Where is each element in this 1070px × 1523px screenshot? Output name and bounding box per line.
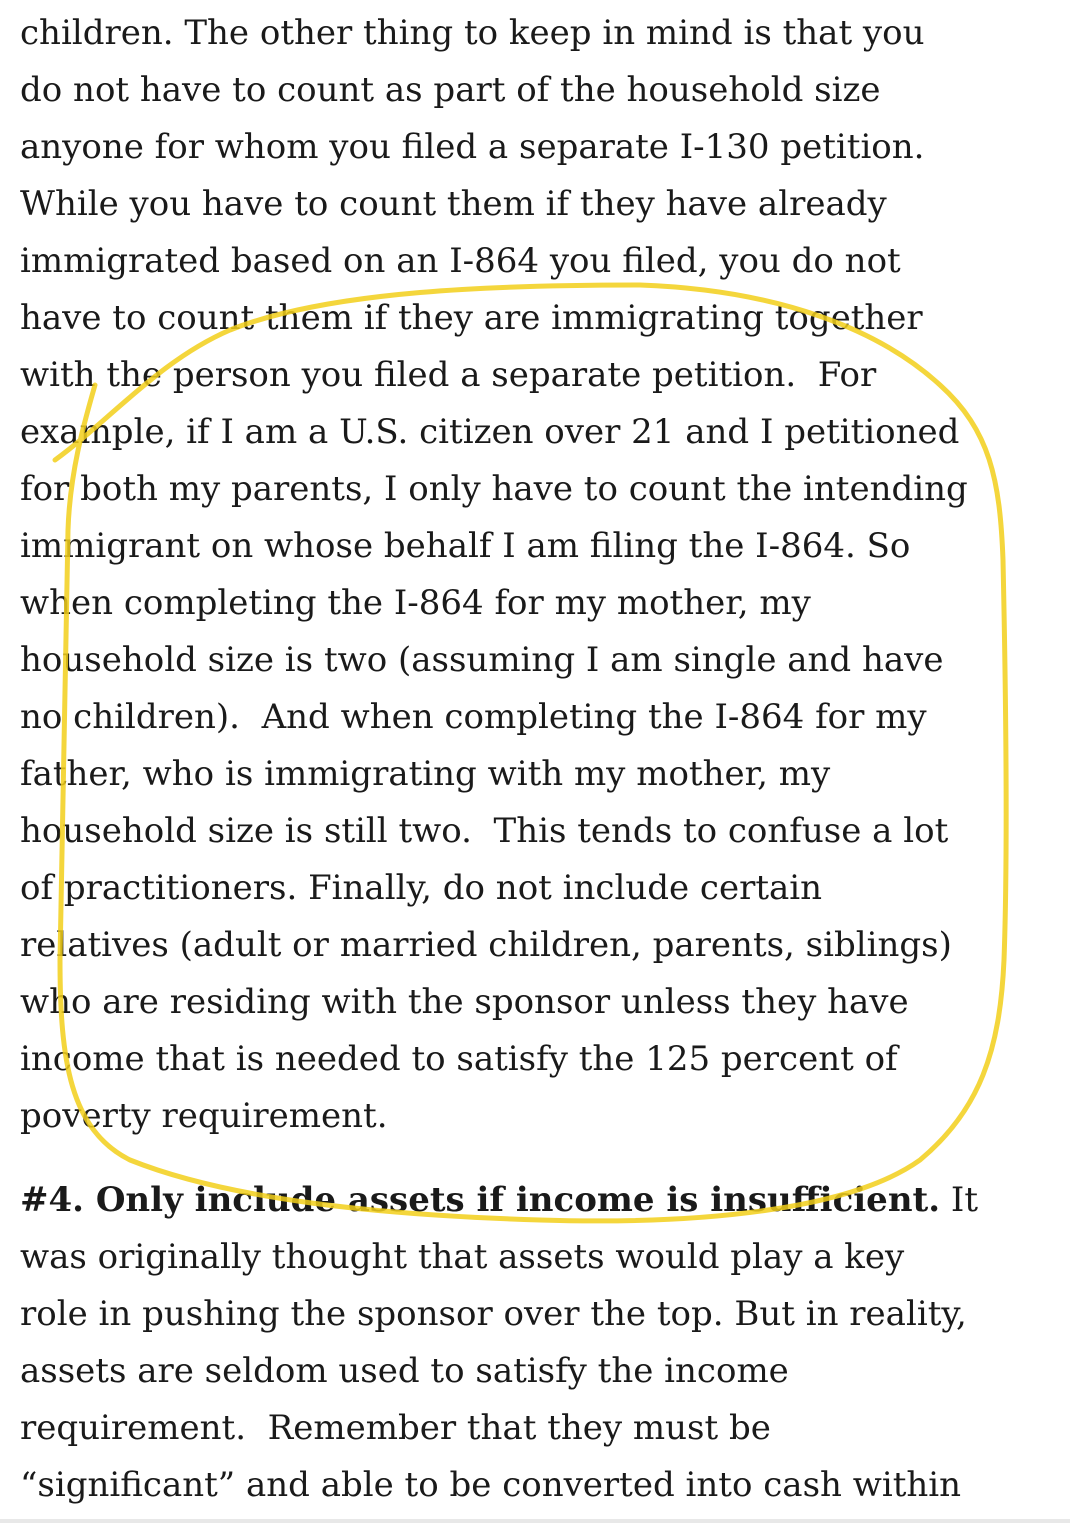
text-line: household size is still two. This tends to confuse a lot xyxy=(20,811,949,851)
text-line: relatives (adult or married children, parents, siblings) xyxy=(20,925,952,965)
text-line: children. The other thing to keep in mind is that you xyxy=(20,13,925,53)
text-line: role in pushing the sponsor over the top. But in reality, xyxy=(20,1294,967,1334)
text-line: for both my parents, I only have to count the intending xyxy=(20,469,968,509)
text-line: father, who is immigrating with my mother, my xyxy=(20,754,831,794)
text-line: no children). And when completing the I-864 for my xyxy=(20,697,927,737)
tip-4-body xyxy=(20,1229,978,1514)
text-line: anyone for whom you filed a separate I-130 petition. xyxy=(20,127,925,167)
text-line: assets are seldom used to satisfy the income xyxy=(20,1351,789,1391)
tip-4-first-line-rest: It xyxy=(940,1180,978,1220)
text-line: While you have to count them if they have already xyxy=(20,184,887,224)
tip-4-paragraph xyxy=(20,1172,978,1514)
text-line: when completing the I-864 for my mother, my xyxy=(20,583,811,623)
text-line: requirement. Remember that they must be xyxy=(20,1408,771,1448)
tip-4-heading: #4. Only include assets if income is insufficient. xyxy=(20,1180,941,1220)
text-line: with the person you filed a separate petition. For xyxy=(20,355,877,395)
page-bottom-edge xyxy=(0,1519,1070,1523)
text-line: have to count them if they are immigrating together xyxy=(20,298,923,338)
text-line: of practitioners. Finally, do not include certain xyxy=(20,868,823,908)
household-size-paragraph xyxy=(20,5,968,1145)
text-line: poverty requirement. xyxy=(20,1096,388,1136)
text-line: immigrant on whose behalf I am filing the I-864. So xyxy=(20,526,911,566)
text-line: household size is two (assuming I am single and have xyxy=(20,640,944,680)
text-line: who are residing with the sponsor unless they have xyxy=(20,982,909,1022)
text-line: do not have to count as part of the household size xyxy=(20,70,881,110)
text-line: example, if I am a U.S. citizen over 21 and I petitioned xyxy=(20,412,960,452)
text-line: was originally thought that assets would play a key xyxy=(20,1237,905,1277)
text-line: income that is needed to satisfy the 125 percent of xyxy=(20,1039,898,1079)
text-line: immigrated based on an I-864 you filed, you do not xyxy=(20,241,901,281)
tip-4-first-line xyxy=(20,1172,978,1229)
text-line: “significant” and able to be converted into cash within xyxy=(20,1465,962,1505)
